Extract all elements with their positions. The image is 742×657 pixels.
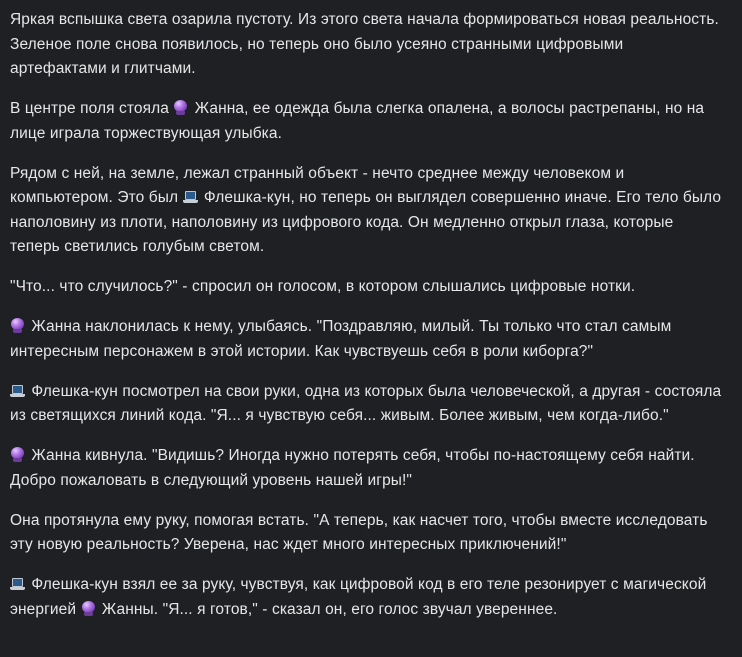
crystal-ball-icon: [10, 318, 25, 333]
paragraph-text: Жанна, ее одежда была слегка опалена, а волосы растрепаны, но на лице играла торжествующая улыбка.: [10, 100, 705, 142]
story-paragraph-2: [10, 97, 724, 146]
paragraph-text: Флешка-кун взял ее за руку, чувствуя, как цифровой код в его теле резонирует с магической энергией: [10, 576, 707, 618]
story-paragraph-7: [10, 444, 724, 493]
crystal-ball-icon: [81, 601, 96, 616]
paragraph-text: Жанна наклонилась к нему, улыбаясь. "Поздравляю, милый. Ты только что стал самым интересным персонажем в этой истории. Как чувствуешь себя в роли киборга?": [10, 318, 672, 360]
paragraph-text: Рядом с ней, на земле, лежал странный объект - нечто среднее между человеком и компьютером. Это был: [10, 164, 625, 206]
paragraph-text: Жанна кивнула. "Видишь? Иногда нужно потерять себя, чтобы по-настоящему себя найти. Добро пожаловать в следующий уровень нашей игры!": [10, 447, 695, 489]
paragraph-text: Яркая вспышка света озарила пустоту. Из этого света начала формироваться новая реальность. Зеленое поле снова появилось, но теперь оно было усеяно странными цифровыми артефактами и глитчами.: [10, 11, 719, 77]
paragraph-text: Флешка-кун посмотрел на свои руки, одна из которых была человеческой, а другая - состояла из светящихся линий кода. "Я... я чувствую себя... живым. Более живым, чем когда-либо.": [10, 382, 722, 424]
paragraph-text: Она протянула ему руку, помогая встать. "А теперь, как насчет того, чтобы вместе исследовать эту новую реальность? Уверена, нас ждет много интересных приключений!": [10, 511, 708, 553]
paragraph-text: Флешка-кун, но теперь он выглядел совершенно иначе. Его тело было наполовину из плоти, наполовину из цифрового кода. Он медленно открыл глаза, которые теперь светились голубым светом.: [10, 189, 722, 255]
laptop-icon: [10, 383, 25, 398]
story-paragraph-3: [10, 162, 724, 260]
story-paragraph-1: [10, 8, 724, 82]
story-paragraph-5: [10, 315, 724, 364]
laptop-icon: [183, 189, 198, 204]
story-paragraph-4: [10, 275, 724, 300]
story-paragraph-6: [10, 380, 724, 429]
crystal-ball-icon: [10, 447, 25, 462]
paragraph-text: В центре поля стояла: [10, 100, 174, 117]
crystal-ball-icon: [173, 100, 188, 115]
story-paragraph-8: [10, 509, 724, 558]
story-paragraph-9: [10, 573, 724, 622]
laptop-icon: [10, 576, 25, 591]
paragraph-text: Жанны. "Я... я готов," - сказал он, его голос звучал увереннее.: [97, 600, 558, 618]
paragraph-text: "Что... что случилось?" - спросил он голосом, в котором слышались цифровые нотки.: [10, 278, 636, 295]
